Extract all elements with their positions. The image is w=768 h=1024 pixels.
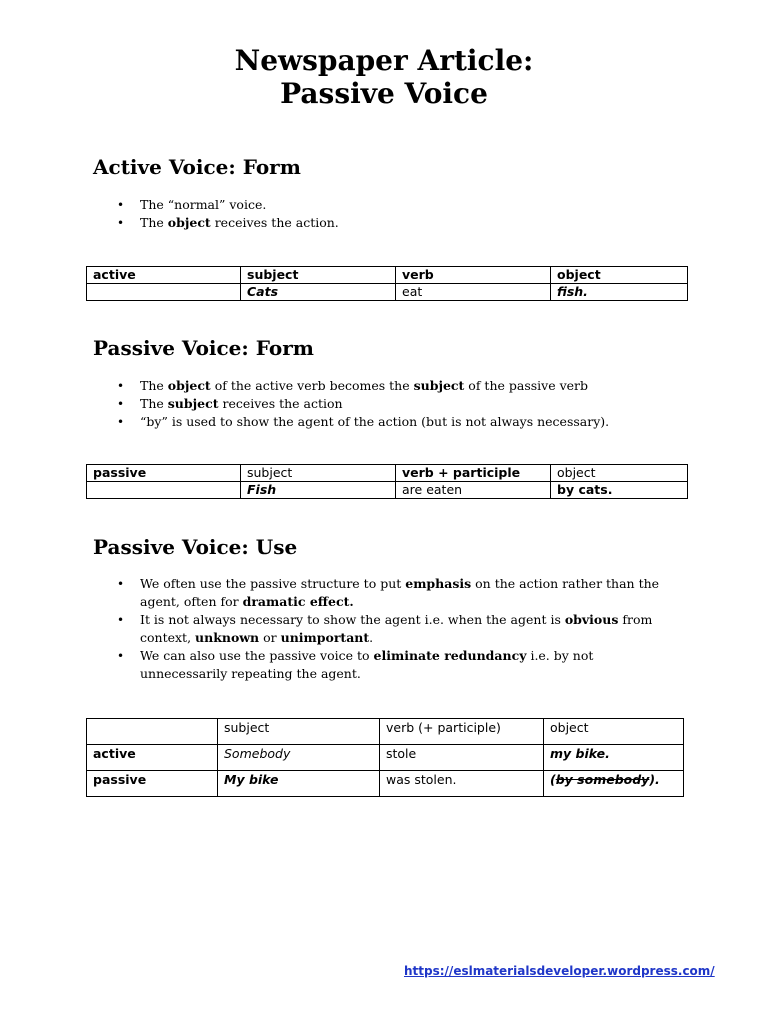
text: We can also use the passive voice to <box>140 648 374 663</box>
bold-text: subject <box>167 396 219 411</box>
table-cell: subject <box>218 719 380 745</box>
section-heading-passive-use: Passive Voice: Use <box>93 535 298 559</box>
text: The <box>140 378 168 393</box>
bullet-icon: • <box>117 379 125 393</box>
comparison-table <box>86 718 684 797</box>
text: receives the action <box>218 396 343 411</box>
table-cell: object <box>551 267 688 284</box>
table-row <box>87 284 688 301</box>
text: receives the action. <box>210 215 339 230</box>
title-line-2: Passive Voice <box>280 77 488 110</box>
bullet-icon: • <box>117 397 125 411</box>
table-cell: verb <box>396 267 551 284</box>
active-example-table <box>86 266 688 301</box>
table-cell: are eaten <box>396 482 551 499</box>
list-item <box>93 377 693 395</box>
table-cell: Fish <box>241 482 396 499</box>
text: of the active verb becomes the <box>210 378 414 393</box>
text: or <box>259 630 281 645</box>
footer-link[interactable]: https://eslmaterialsdeveloper.wordpress.com/ <box>404 964 715 978</box>
text: on the action rather than the agent, often for <box>140 576 660 609</box>
object-open: ( <box>550 772 556 787</box>
table-row <box>87 482 688 499</box>
object-close: ). <box>649 772 660 787</box>
table-cell: My bike <box>218 771 380 797</box>
table-cell: verb (+ participle) <box>380 719 544 745</box>
table-cell: stole <box>380 745 544 771</box>
bold-text: dramatic effect. <box>242 594 354 609</box>
table-cell: verb + participle <box>396 465 551 482</box>
table-cell <box>87 284 241 301</box>
table-cell: my bike. <box>544 745 684 771</box>
table-cell: by cats. <box>551 482 688 499</box>
bullet-icon: • <box>117 613 125 627</box>
section-heading-active-form: Active Voice: Form <box>93 155 301 179</box>
text: The <box>140 396 168 411</box>
table-row <box>87 745 684 771</box>
bold-text: obvious <box>564 612 619 627</box>
table-cell: Cats <box>241 284 396 301</box>
passive-example-table <box>86 464 688 499</box>
list-item <box>93 611 683 647</box>
table-cell: eat <box>396 284 551 301</box>
bold-text: unknown <box>195 630 260 645</box>
bullet-icon: • <box>117 577 125 591</box>
text: “by” is used to show the agent of the action (but is not always necessary). <box>140 414 610 429</box>
table-cell: subject <box>241 465 396 482</box>
table-cell <box>87 482 241 499</box>
bold-text: subject <box>413 378 465 393</box>
bullet-icon: • <box>117 415 125 429</box>
bold-text: eliminate redundancy <box>373 648 527 663</box>
list-item <box>93 395 693 413</box>
text: We often use the passive structure to put <box>140 576 406 591</box>
table-cell: object <box>544 719 684 745</box>
text: from context, <box>140 612 653 645</box>
list-item <box>93 413 693 431</box>
table-cell-object <box>544 771 684 797</box>
table-cell: object <box>551 465 688 482</box>
text: The <box>140 215 168 230</box>
table-cell: fish. <box>551 284 688 301</box>
table-row <box>87 465 688 482</box>
struck-agent: by somebody <box>555 772 650 787</box>
table-cell: subject <box>241 267 396 284</box>
bold-text: emphasis <box>405 576 472 591</box>
bold-text: object <box>167 378 211 393</box>
list-item <box>93 647 683 683</box>
table-cell: Somebody <box>218 745 380 771</box>
active-form-bullets <box>93 196 693 232</box>
text: of the passive verb <box>464 378 589 393</box>
text: . <box>369 630 374 645</box>
table-row <box>87 267 688 284</box>
table-cell: active <box>87 267 241 284</box>
table-cell: active <box>87 745 218 771</box>
table-cell: passive <box>87 465 241 482</box>
table-cell: passive <box>87 771 218 797</box>
table-cell <box>87 719 218 745</box>
bold-text: object <box>167 215 211 230</box>
text: It is not always necessary to show the agent i.e. when the agent is <box>140 612 565 627</box>
list-item <box>93 196 693 214</box>
section-heading-passive-form: Passive Voice: Form <box>93 336 314 360</box>
bullet-icon: • <box>117 649 125 663</box>
title-line-1: Newspaper Article: <box>234 44 534 77</box>
table-cell: was stolen. <box>380 771 544 797</box>
text: The “normal” voice. <box>140 197 267 212</box>
list-item <box>93 575 683 611</box>
list-item <box>93 214 693 232</box>
bold-text: unimportant <box>280 630 370 645</box>
passive-form-bullets <box>93 377 693 431</box>
passive-use-bullets <box>93 575 683 683</box>
text: i.e. by not unnecessarily repeating the agent. <box>140 648 594 681</box>
table-row <box>87 719 684 745</box>
bullet-icon: • <box>117 216 125 230</box>
table-row <box>87 771 684 797</box>
page-title <box>0 44 768 110</box>
bullet-icon: • <box>117 198 125 212</box>
